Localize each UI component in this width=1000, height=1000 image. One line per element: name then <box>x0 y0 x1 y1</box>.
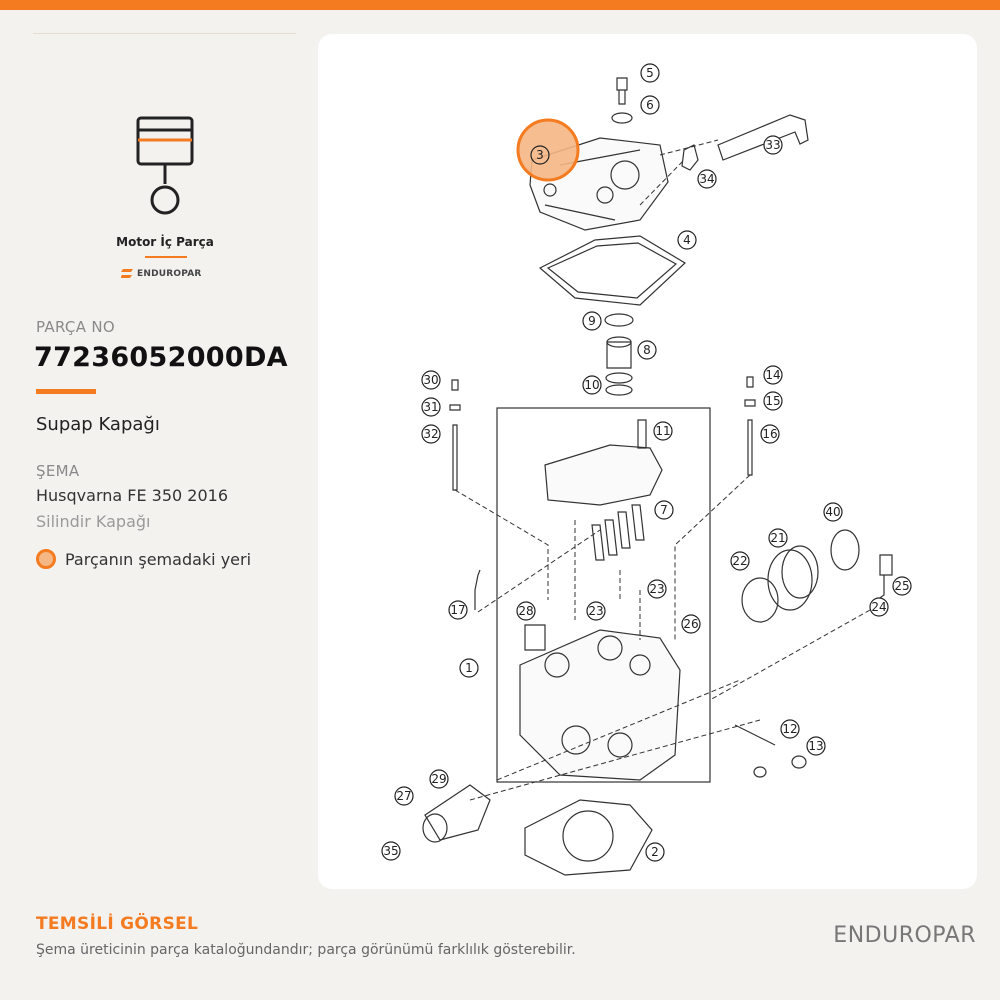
callout-35 <box>698 170 716 188</box>
callout-28 <box>430 770 448 788</box>
exploded-diagram-card <box>318 34 977 889</box>
callout-9 <box>583 312 601 330</box>
svg-text:7: 7 <box>660 503 668 517</box>
cylinder-head-part <box>520 630 680 780</box>
svg-text:34: 34 <box>699 172 715 186</box>
svg-text:32: 32 <box>423 427 439 441</box>
schema-label: ŞEMA <box>36 462 80 480</box>
category-label: Motor İç Parça <box>116 235 214 249</box>
svg-text:40: 40 <box>825 505 841 519</box>
svg-text:4: 4 <box>683 233 691 247</box>
svg-text:23: 23 <box>588 604 604 618</box>
part-number-underline <box>36 389 96 394</box>
svg-text:30: 30 <box>423 373 439 387</box>
callout-23-a <box>648 580 666 598</box>
callout-31 <box>422 371 440 389</box>
callout-32 <box>422 398 440 416</box>
callout-8 <box>638 341 656 359</box>
callout-1 <box>460 659 478 677</box>
callout-16 <box>761 425 779 443</box>
callout-26 <box>682 615 700 633</box>
callout-30 <box>382 842 400 860</box>
footer-brand: ENDUROPAR <box>833 923 976 948</box>
schema-model: Husqvarna FE 350 2016 <box>36 486 229 505</box>
legend <box>36 549 251 569</box>
part-number: 77236052000DA <box>34 342 288 373</box>
category-underline <box>145 256 187 258</box>
svg-text:12: 12 <box>782 722 798 736</box>
svg-text:5: 5 <box>646 66 654 80</box>
piston-icon <box>130 112 200 222</box>
svg-text:15: 15 <box>765 394 781 408</box>
callout-33 <box>422 425 440 443</box>
footer-title: TEMSİLİ GÖRSEL <box>36 914 199 934</box>
callout-23-b <box>587 602 605 620</box>
svg-text:10: 10 <box>584 378 600 392</box>
footer-note: Şema üreticinin parça kataloğundandır; parça görünümü farklılık gösterebilir. <box>36 942 576 958</box>
svg-text:31: 31 <box>423 400 439 414</box>
callout-13 <box>807 737 825 755</box>
svg-text:6: 6 <box>646 98 654 112</box>
svg-text:35: 35 <box>383 844 399 858</box>
brand-mini-text: ENDUROPAR <box>137 269 202 279</box>
callout-17 <box>449 601 467 619</box>
svg-text:3: 3 <box>536 148 544 162</box>
callout-7 <box>655 501 673 519</box>
callout-27 <box>517 602 535 620</box>
svg-text:23: 23 <box>649 582 665 596</box>
callout-40 <box>824 503 842 521</box>
callout-14 <box>764 366 782 384</box>
svg-text:13: 13 <box>808 739 824 753</box>
callout-29 <box>395 787 413 805</box>
enduropar-logo-icon <box>121 269 133 279</box>
svg-text:21: 21 <box>770 531 786 545</box>
callout-21 <box>769 529 787 547</box>
svg-text:17: 17 <box>450 603 466 617</box>
svg-text:27: 27 <box>396 789 412 803</box>
svg-text:11: 11 <box>655 424 671 438</box>
callout-24 <box>870 598 888 616</box>
header-divider <box>33 33 296 34</box>
callout-6 <box>641 96 659 114</box>
svg-text:2: 2 <box>651 845 659 859</box>
callout-22 <box>731 552 749 570</box>
brand-mini-logo <box>121 266 221 282</box>
part-number-label: PARÇA NO <box>36 318 115 336</box>
highlight-marker-icon <box>36 549 56 569</box>
svg-text:16: 16 <box>762 427 778 441</box>
part-name: Supap Kapağı <box>36 414 160 435</box>
schema-group: Silindir Kapağı <box>36 512 151 531</box>
svg-text:33: 33 <box>765 138 781 152</box>
svg-text:8: 8 <box>643 343 651 357</box>
svg-text:14: 14 <box>765 368 781 382</box>
top-accent-bar <box>0 0 1000 10</box>
exploded-diagram <box>318 34 977 889</box>
svg-text:9: 9 <box>588 314 596 328</box>
callout-2 <box>646 843 664 861</box>
callout-34 <box>764 136 782 154</box>
svg-text:1: 1 <box>465 661 473 675</box>
svg-text:29: 29 <box>431 772 447 786</box>
callout-25 <box>893 577 911 595</box>
gasket-part <box>540 236 685 305</box>
svg-text:28: 28 <box>518 604 534 618</box>
callout-10 <box>583 376 601 394</box>
callout-15 <box>764 392 782 410</box>
svg-text:25: 25 <box>894 579 910 593</box>
callout-4 <box>678 231 696 249</box>
svg-text:26: 26 <box>683 617 699 631</box>
svg-text:22: 22 <box>732 554 748 568</box>
callout-12 <box>781 720 799 738</box>
svg-text:24: 24 <box>871 600 887 614</box>
legend-text: Parçanın şemadaki yeri <box>65 549 252 569</box>
callout-11 <box>654 422 672 440</box>
callout-5 <box>641 64 659 82</box>
